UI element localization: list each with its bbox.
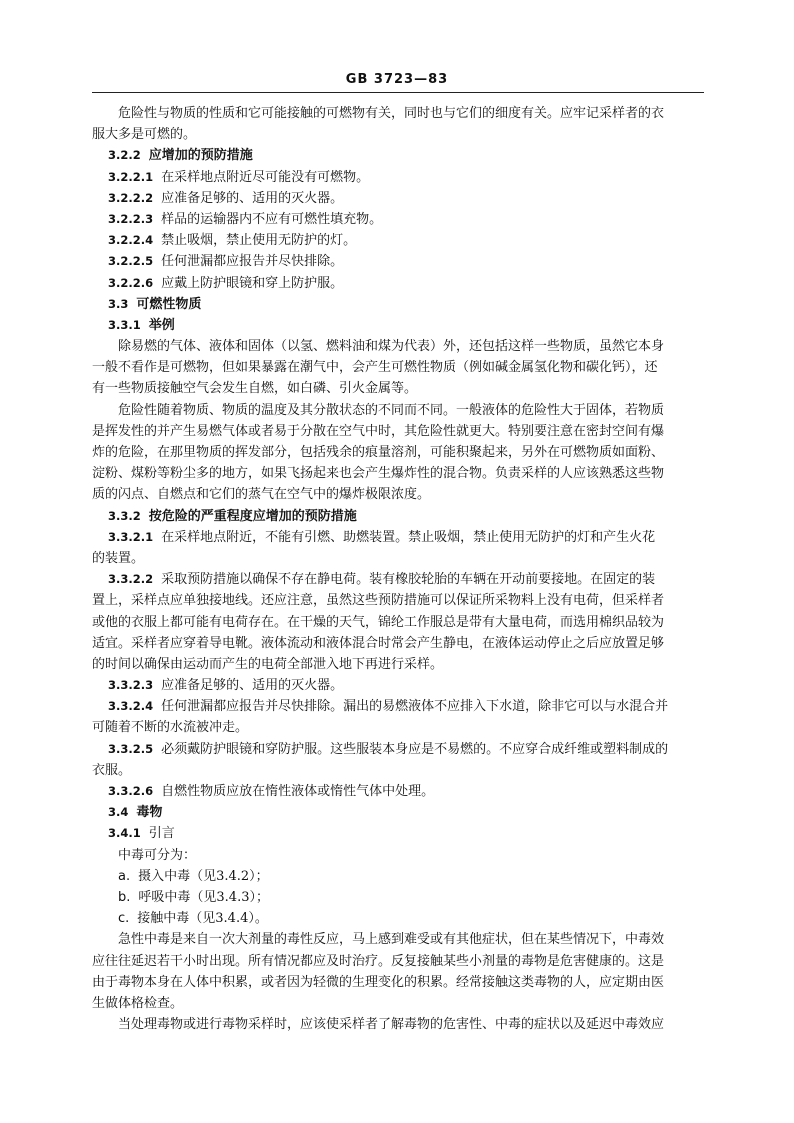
line-text: 或他的衣服上都可能有电荷存在。在干燥的天气，锦纶工作服总是带有大量电荷，而选用棉织品较为 — [92, 614, 665, 630]
line-text: 服大多是可燃的。 — [92, 127, 197, 143]
line-text: 应准备足够的、适用的灭火器。 — [161, 678, 344, 694]
text-line — [92, 484, 704, 505]
line-text: 呼吸中毒（见3.4.3）； — [138, 889, 269, 905]
text-line — [92, 612, 704, 633]
line-text: 任何泄漏都应报告并尽快排除。漏出的易燃液体不应排入下水道，除非它可以与水混合并 — [161, 699, 669, 715]
text-line — [92, 421, 704, 442]
section-number: 3.2.2.2 — [108, 190, 154, 205]
section-number: 3.3.2.3 — [108, 678, 154, 693]
text-line — [92, 506, 704, 527]
list-label: b. — [118, 889, 131, 905]
line-text: 在采样地点附近，不能有引燃、助燃装置。禁止吸烟，禁止使用无防护的灯和产生火花 — [161, 529, 656, 545]
line-text: 应往往延迟若干小时出现。所有情况都应及时治疗。反复接触某些小剂量的毒物是危害健康的。这是 — [92, 953, 665, 969]
line-text: 摄入中毒（见3.4.2）； — [138, 868, 269, 884]
section-number: 3.3.2.6 — [108, 784, 154, 798]
section-number: 3.3.2.2 — [108, 572, 154, 587]
line-text: 必须戴防护眼镜和穿防护服。这些服装本身应是不易燃的。不应穿合成纤维或塑料制成的 — [161, 741, 669, 757]
text-line — [92, 739, 704, 760]
section-number: 3.4.1 — [108, 826, 141, 841]
line-text: 应准备足够的、适用的灭火器。 — [161, 190, 344, 206]
text-line — [92, 103, 704, 124]
line-text: 由于毒物本身在人体中积累，或者因为轻微的生理变化的积累。经常接触这类毒物的人，应定期由医 — [92, 974, 665, 990]
line-text: 是挥发性的并产生易燃气体或者易于分散在空气中时，其危险性就更大。特别要注意在密封空间有爆 — [92, 423, 665, 439]
section-number: 3.3.2.5 — [108, 741, 154, 756]
section-number: 3.4 — [108, 805, 129, 820]
text-line — [92, 167, 704, 188]
line-text: 引言 — [148, 826, 175, 842]
section-number: 3.3.2.1 — [108, 529, 154, 544]
section-heading: 应增加的预防措施 — [148, 148, 253, 164]
list-label: a. — [118, 868, 131, 884]
text-line — [92, 378, 704, 399]
section-heading: 举例 — [148, 317, 175, 333]
text-line — [92, 781, 704, 802]
section-heading: 可燃性物质 — [136, 296, 202, 312]
text-line — [92, 929, 704, 950]
text-line — [92, 972, 704, 993]
text-line — [92, 823, 704, 844]
section-number: 3.3 — [108, 296, 129, 311]
text-line — [92, 802, 704, 823]
section-number: 3.2.2.5 — [108, 254, 154, 269]
line-text: 除易燃的气体、液体和固体（以氢、燃料油和煤为代表）外，还包括这样一些物质，虽然它本身 — [118, 339, 665, 355]
line-text: 禁止吸烟，禁止使用无防护的灯。 — [161, 233, 357, 249]
line-text: 质的闪点、自燃点和它们的蒸气在空气中的爆炸极限浓度。 — [92, 487, 431, 503]
line-text: 任何泄漏都应报告并尽快排除。 — [161, 254, 344, 270]
text-line — [92, 548, 704, 569]
section-number: 3.2.2 — [108, 148, 141, 163]
line-text: 当处理毒物或进行毒物采样时，应该使采样者了解毒物的危害性、中毒的症状以及延迟中毒效应 — [118, 1017, 665, 1033]
text-line — [92, 188, 704, 209]
text-line — [92, 845, 704, 866]
text-line — [92, 1014, 704, 1035]
text-line — [92, 273, 704, 294]
text-line — [92, 887, 704, 908]
text-line — [92, 633, 704, 654]
line-text: 中毒可分为： — [118, 847, 197, 863]
line-text: 衣服。 — [92, 762, 132, 778]
section-heading: 按危险的严重程度应增加的预防措施 — [148, 508, 357, 524]
text-line — [92, 336, 704, 357]
text-line — [92, 951, 704, 972]
line-text: 自燃性物质应放在惰性液体或惰性气体中处理。 — [161, 784, 435, 799]
header-rule — [92, 92, 704, 93]
line-text: 样品的运输器内不应有可燃性填充物。 — [161, 211, 383, 227]
section-number: 3.3.2 — [108, 508, 141, 523]
line-text: 有一些物质接触空气会发生自燃，如白磷、引火金属等。 — [92, 381, 418, 397]
section-number: 3.3.1 — [108, 317, 141, 332]
text-line — [92, 590, 704, 611]
text-line — [92, 760, 704, 781]
section-number: 3.2.2.6 — [108, 275, 154, 290]
section-number: 3.2.2.4 — [108, 233, 154, 248]
text-line — [92, 463, 704, 484]
text-line — [92, 654, 704, 675]
text-line — [92, 124, 704, 145]
list-label: c. — [118, 911, 130, 927]
line-text: 置上，采样点应单独接地线。还应注意，虽然这些预防措施可以保证所采物料上没有电荷，但采样者 — [92, 593, 665, 609]
section-number: 3.2.2.1 — [108, 169, 154, 184]
line-text: 适宜。采样者应穿着导电靴。液体流动和液体混合时常会产生静电，在液体运动停止之后应放置足够 — [92, 635, 665, 651]
line-text: 炸的危险，在那里物质的挥发部分，包括残余的痕量溶剂，可能积聚起来，另外在可燃物质如面粉、 — [92, 445, 665, 460]
line-text: 应戴上防护眼镜和穿上防护服。 — [161, 275, 344, 291]
text-line — [92, 400, 704, 421]
text-line — [92, 866, 704, 887]
text-line — [92, 527, 704, 548]
text-line — [92, 294, 704, 315]
text-line — [92, 993, 704, 1014]
line-text: 在采样地点附近尽可能没有可燃物。 — [161, 169, 370, 185]
line-text: 急性中毒是来自一次大剂量的毒性反应，马上感到难受或有其他症状，但在某些情况下，中毒效 — [118, 932, 665, 948]
line-text: 的装置。 — [92, 550, 145, 566]
page-header: GB 3723—83 — [345, 72, 449, 87]
line-text: 的时间以确保由运动而产生的电荷全部泄入地下再进行采样。 — [92, 656, 444, 672]
section-number: 3.2.2.3 — [108, 211, 154, 226]
text-line — [92, 675, 704, 696]
line-text: 危险性随着物质、物质的温度及其分散状态的不同而不同。一般液体的危险性大于固体，若物质 — [118, 402, 665, 418]
text-line — [92, 251, 704, 272]
line-text: 危险性与物质的性质和它可能接触的可燃物有关，同时也与它们的细度有关。应牢记采样者的衣 — [118, 106, 665, 121]
line-text: 一般不看作是可燃物，但如果暴露在潮气中，会产生可燃性物质（例如碱金属氢化物和碳化钙），还 — [92, 360, 658, 376]
section-number: 3.3.2.4 — [108, 699, 154, 714]
text-line — [92, 145, 704, 166]
text-line — [92, 357, 704, 378]
text-line — [92, 696, 704, 717]
document-body — [92, 103, 704, 1035]
line-text: 接触中毒（见3.4.4）。 — [137, 911, 268, 927]
text-line — [92, 908, 704, 929]
text-line — [92, 442, 704, 463]
line-text: 生做体格检查。 — [92, 995, 184, 1011]
line-text: 采取预防措施以确保不存在静电荷。装有橡胶轮胎的车辆在开动前要接地。在固定的装 — [161, 572, 656, 588]
line-text: 淀粉、煤粉等粉尘多的地方，如果飞扬起来也会产生爆炸性的混合物。负责采样的人应该熟悉这些物 — [92, 466, 665, 482]
text-line — [92, 230, 704, 251]
text-line — [92, 569, 704, 590]
section-heading: 毒物 — [136, 805, 163, 821]
line-text: 可随着不断的水流被冲走。 — [92, 720, 249, 736]
text-line — [92, 717, 704, 738]
text-line — [92, 315, 704, 336]
text-line — [92, 209, 704, 230]
